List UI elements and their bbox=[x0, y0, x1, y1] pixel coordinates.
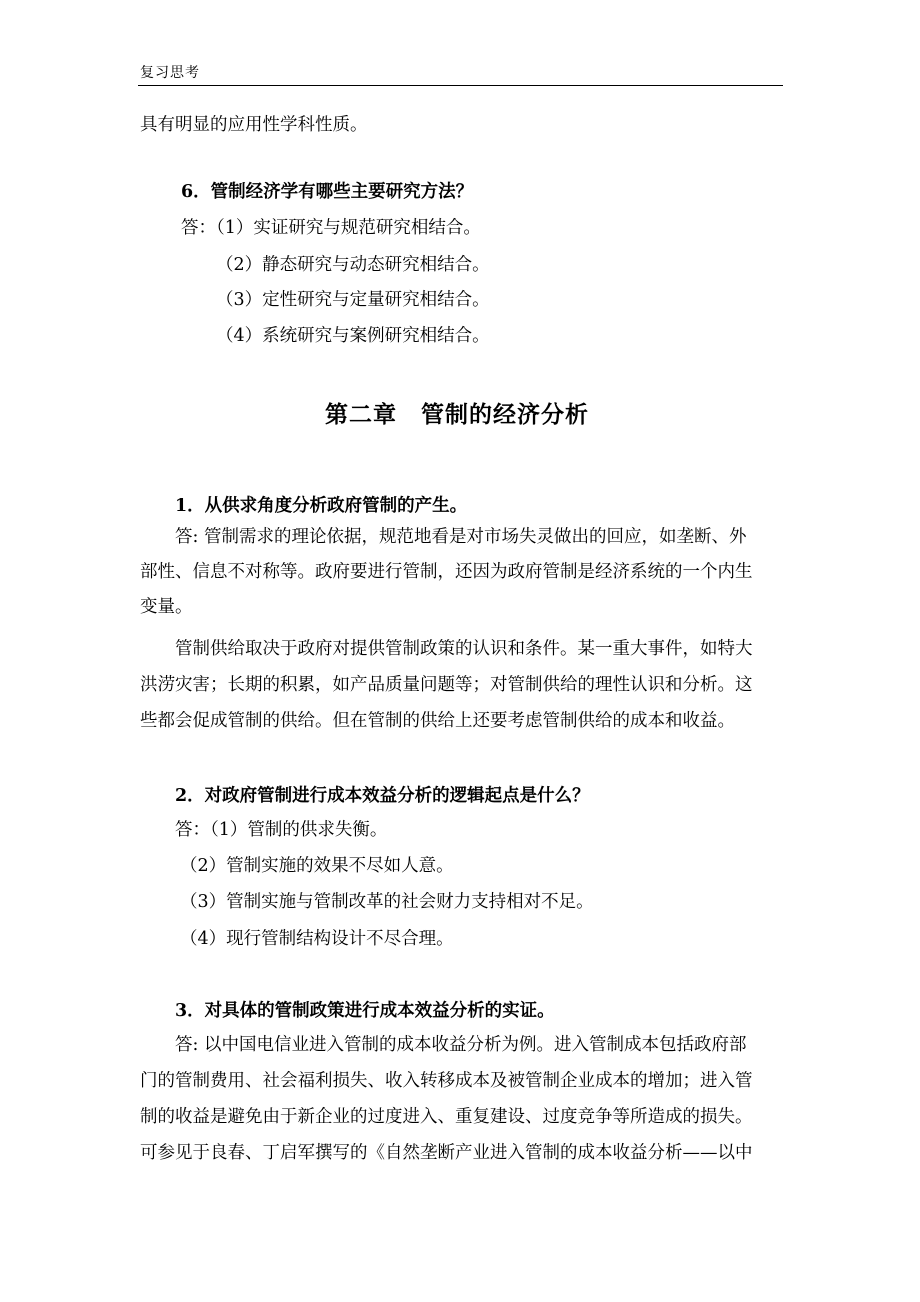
body-line: 具有明显的应用性学科性质。 bbox=[140, 115, 368, 135]
body-line: 部性、信息不对称等。政府要进行管制，还因为政府管制是经济系统的一个内生 bbox=[140, 562, 753, 582]
question-2-title: 2．对政府管制进行成本效益分析的逻辑起点是什么？ bbox=[175, 786, 590, 806]
body-line: 制的收益是避免由于新企业的过度进入、重复建设、过度竞争等所造成的损失。 bbox=[140, 1107, 753, 1127]
body-line: 洪涝灾害；长期的积累，如产品质量问题等；对管制供给的理性认识和分析。这 bbox=[140, 675, 753, 695]
body-line: 变量。 bbox=[140, 597, 193, 617]
question-3-title: 3．对具体的管制政策进行成本效益分析的实证。 bbox=[175, 1001, 555, 1021]
body-line: 些都会促成管制的供给。但在管制的供给上还要考虑管制供给的成本和收益。 bbox=[140, 711, 735, 731]
answer-line: （3）定性研究与定量研究相结合。 bbox=[216, 290, 490, 310]
question-1-title: 1．从供求角度分析政府管制的产生。 bbox=[175, 496, 468, 516]
body-line: 门的管制费用、社会福利损失、收入转移成本及被管制企业成本的增加；进入管 bbox=[140, 1071, 753, 1091]
body-line: 答: 以中国电信业进入管制的成本收益分析为例。进入管制成本包括政府部 bbox=[175, 1035, 747, 1055]
body-line: 管制供给取决于政府对提供管制政策的认识和条件。某一重大事件，如特大 bbox=[175, 639, 753, 659]
question-6-title: 6．管制经济学有哪些主要研究方法？ bbox=[181, 182, 474, 202]
answer-line: 答：（1）管制的供求失衡。 bbox=[175, 820, 388, 840]
answer-line: （4）系统研究与案例研究相结合。 bbox=[216, 326, 490, 346]
body-line: 可参见于良春、丁启军撰写的《自然垄断产业进入管制的成本收益分析——以中 bbox=[140, 1143, 753, 1163]
answer-line: （2）静态研究与动态研究相结合。 bbox=[216, 255, 490, 275]
answer-line: （3）管制实施与管制改革的社会财力支持相对不足。 bbox=[180, 892, 594, 912]
header-rule bbox=[138, 85, 783, 86]
body-line: 答: 管制需求的理论依据，规范地看是对市场失灵做出的回应，如垄断、外 bbox=[175, 527, 747, 547]
chapter-title: 第二章 管制的经济分析 bbox=[325, 401, 589, 428]
answer-line: （2）管制实施的效果不尽如人意。 bbox=[180, 856, 454, 876]
answer-line: （4）现行管制结构设计不尽合理。 bbox=[180, 929, 454, 949]
page-header: 复习思考 bbox=[140, 65, 200, 81]
answer-line: 答：（1）实证研究与规范研究相结合。 bbox=[181, 218, 481, 238]
